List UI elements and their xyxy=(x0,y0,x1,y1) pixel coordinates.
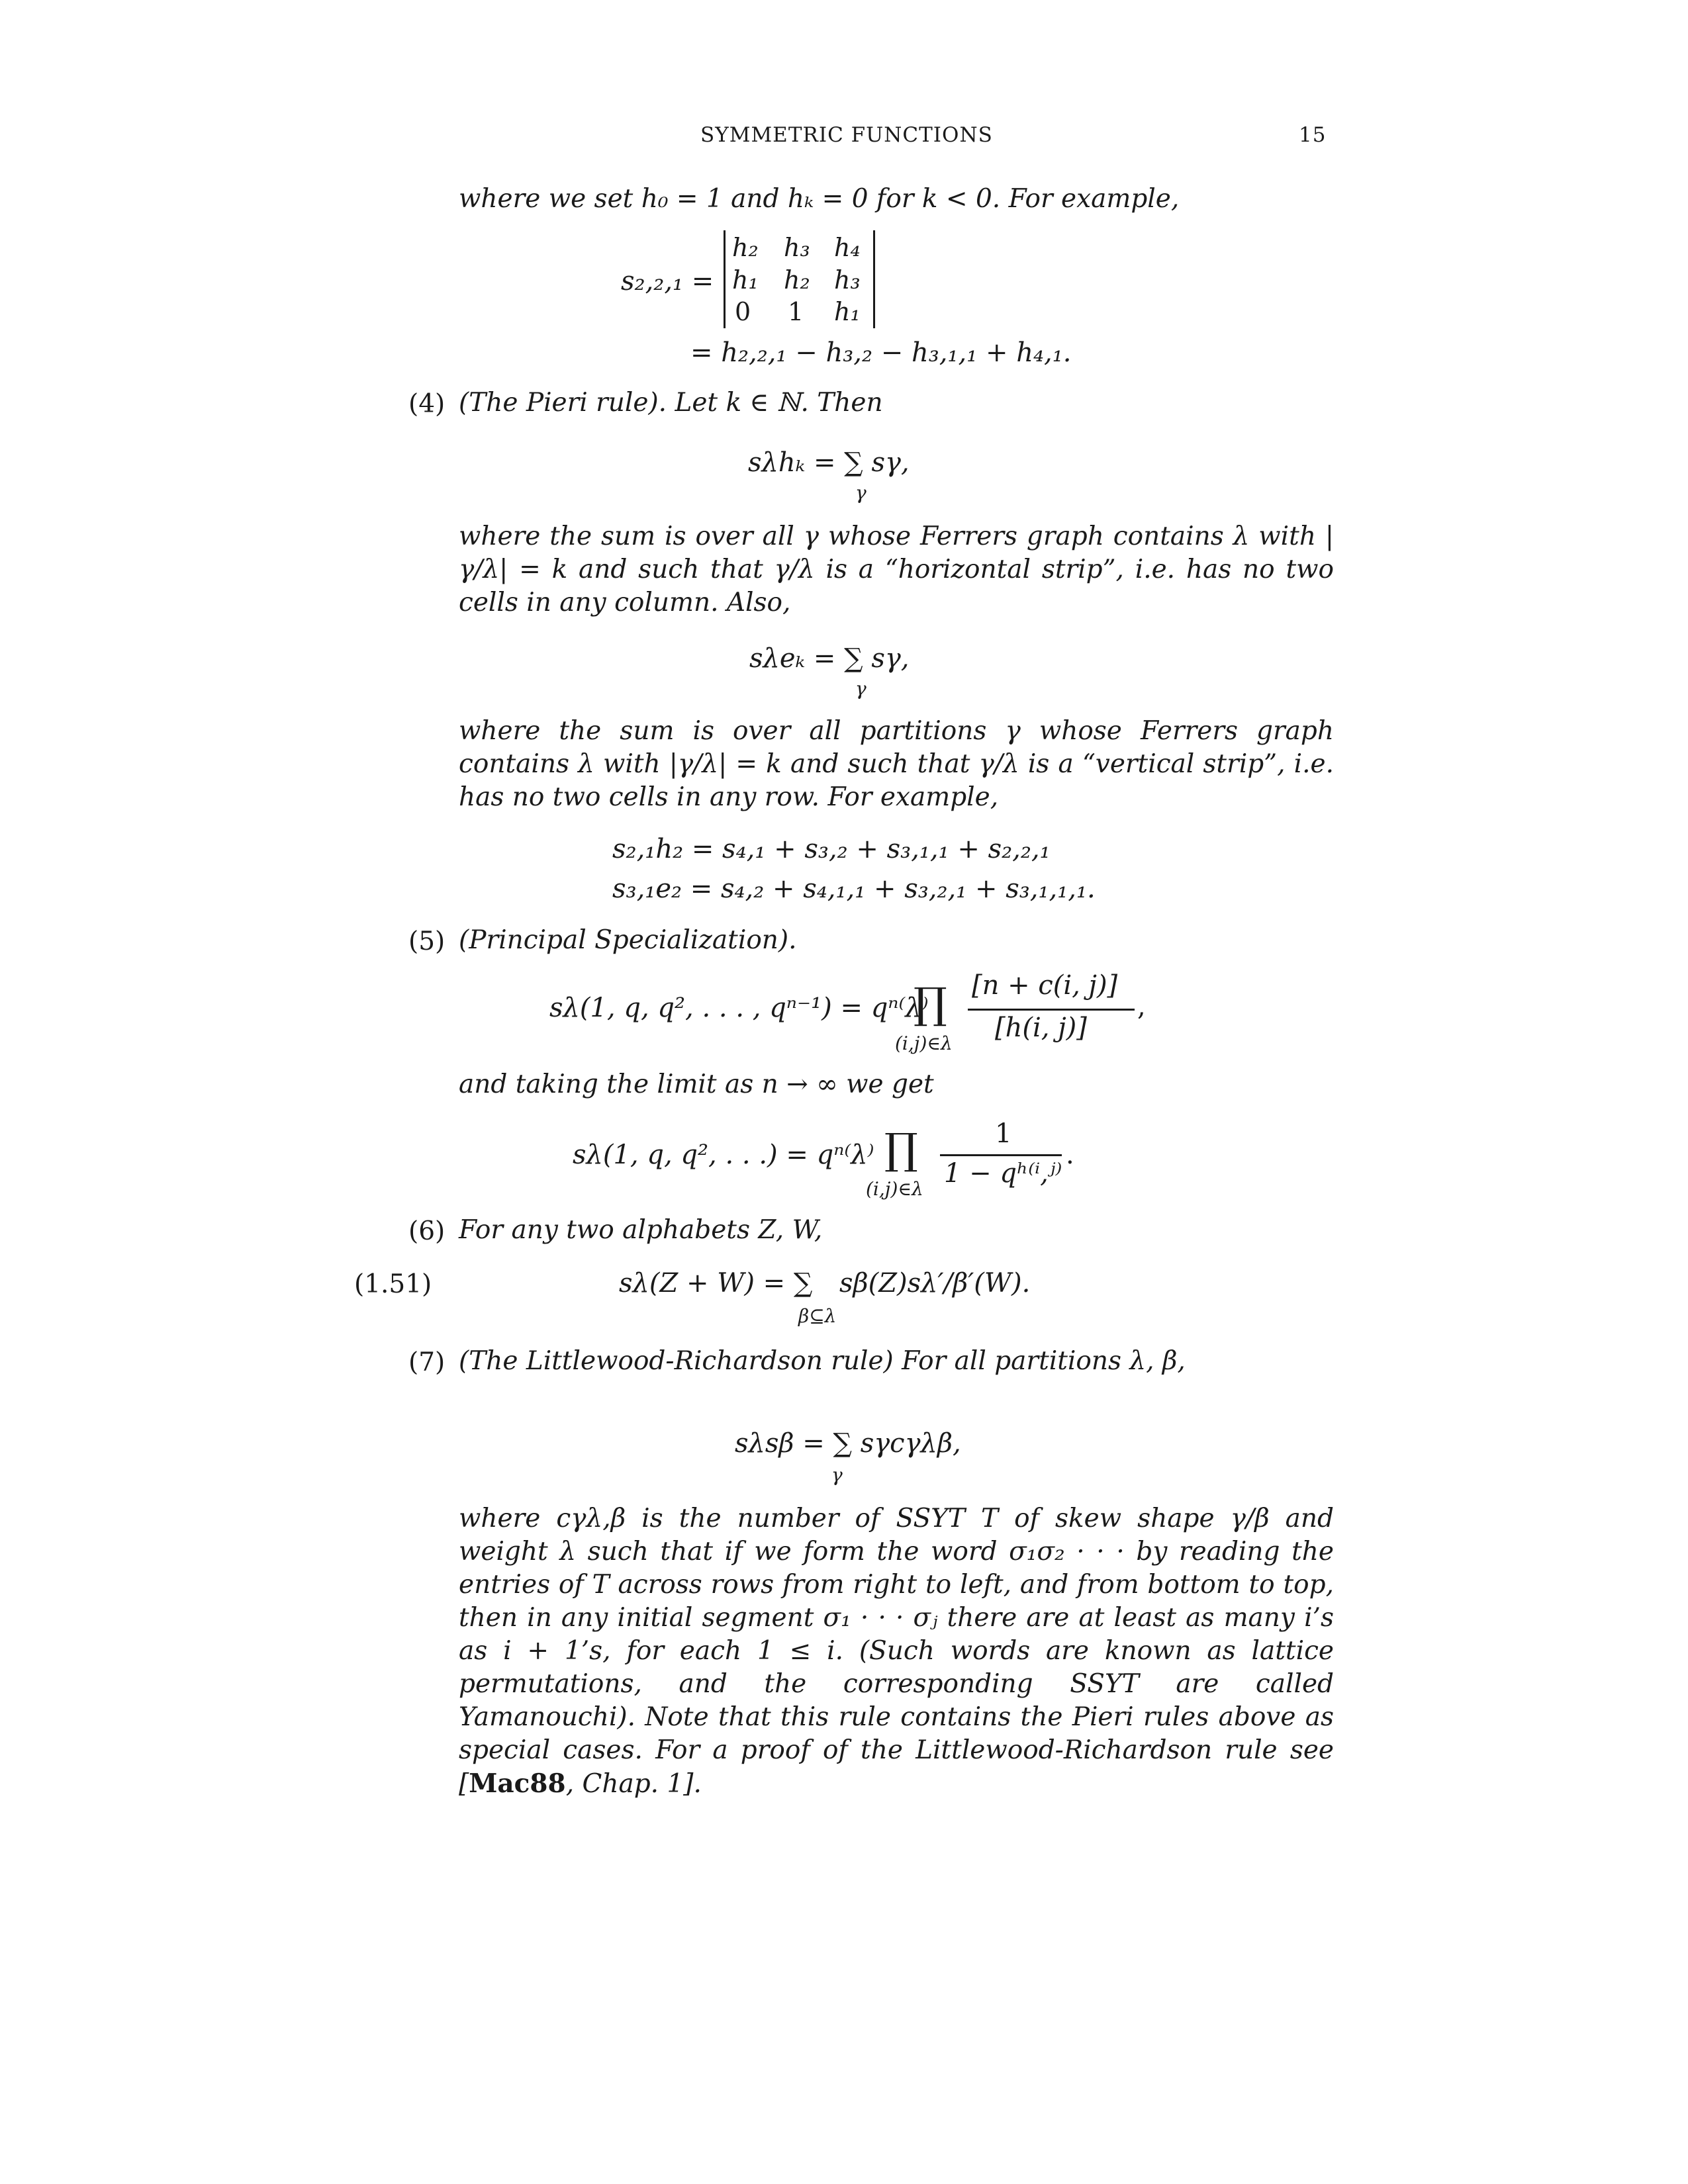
page-number: 15 xyxy=(1299,123,1327,147)
item-title: (The Pieri rule). Let k ∈ ℕ. Then xyxy=(459,388,883,418)
alphabet-lhs: sλ(Z + W) = ∑ xyxy=(619,1268,813,1298)
fraction-denominator: [h(i, j)] xyxy=(995,1013,1087,1043)
product-symbol: ∏ xyxy=(884,1125,918,1174)
item-number: (6) xyxy=(408,1216,445,1246)
item-title: (Principal Specialization). xyxy=(459,925,797,955)
sum-subscript: β⊆λ xyxy=(798,1305,837,1327)
sum-subscript: γ xyxy=(855,678,867,700)
limit-lhs: sλ(1, q, q², . . .) = qⁿ⁽λ⁾ xyxy=(573,1140,874,1170)
punctuation: , xyxy=(1137,991,1146,1022)
item-number: (4) xyxy=(408,389,445,419)
det-cell: h₁ xyxy=(732,265,759,295)
lr-text xyxy=(459,1502,1334,1801)
det-right-bar xyxy=(873,230,875,328)
det-expansion: = h₂,₂,₁ − h₃,₂ − h₃,₁,₁ + h₄,₁. xyxy=(690,338,1072,368)
pieri-e-equation: sλeₖ = ∑ sγ, xyxy=(749,643,910,674)
fraction-numerator: [n + c(i, j)] xyxy=(972,970,1118,1001)
pieri-h-text: where the sum is over all γ whose Ferrers graph contains λ with |γ/λ| = k and such that γ/λ is a “horizontal strip”, i.e. has no two cells in any column. Also, xyxy=(459,522,1334,617)
fraction-denominator: 1 − qʰ⁽ⁱ,ʲ⁾ xyxy=(944,1158,1062,1189)
item-title: For any two alphabets Z, W, xyxy=(459,1215,823,1245)
det-cell: 1 xyxy=(788,297,804,326)
det-lhs: s₂,₂,₁ = xyxy=(621,266,714,296)
item-number: (7) xyxy=(408,1347,445,1377)
fraction-bar xyxy=(940,1154,1062,1156)
sum-subscript: γ xyxy=(831,1464,843,1486)
product-symbol: ∏ xyxy=(914,979,947,1028)
det-left-bar xyxy=(724,230,726,328)
pieri-h-equation: sλhₖ = ∑ sγ, xyxy=(748,447,910,478)
det-cell: 0 xyxy=(735,297,751,326)
pieri-e-text: where the sum is over all partitions γ whose Ferrers graph contains λ with |γ/λ| = k and such that γ/λ is a “vertical strip”, i.e. has no two cells in any row. For example, xyxy=(459,716,1334,812)
fraction-numerator: 1 xyxy=(995,1118,1012,1149)
equation-label: (1.51) xyxy=(354,1269,432,1299)
sum-subscript: γ xyxy=(855,482,867,504)
running-title: SYMMETRIC FUNCTIONS xyxy=(700,123,993,147)
pieri-example-1: s₂,₁h₂ = s₄,₁ + s₃,₂ + s₃,₁,₁ + s₂,₂,₁ xyxy=(612,834,1051,864)
punctuation: . xyxy=(1066,1140,1074,1170)
item-title: (The Littlewood-Richardson rule) For all partitions λ, β, xyxy=(459,1346,1186,1376)
det-cell: h₃ xyxy=(834,265,861,295)
pieri-example-2: s₃,₁e₂ = s₄,₂ + s₄,₁,₁ + s₃,₂,₁ + s₃,₁,₁,₁. xyxy=(612,874,1096,904)
lr-text-pre: where cγλ,β is the number of SSYT T of skew shape γ/β and weight λ such that if we form the word σ₁σ₂ · · · by reading the entries of T across rows from right to left, and from bottom to top, then in any initial segment σ₁ · · · σⱼ there are at least as many i’s as i + 1’s, for each 1 ≤ i. (Such words are known as lattice permutations, and the corresponding SSYT are called Yamanouchi). Note that this rule contains the Pieri rules above as special cases. For a proof of the Littlewood-Richardson rule see [ xyxy=(459,1504,1334,1799)
lr-text-post: , Chap. 1]. xyxy=(565,1769,702,1799)
det-cell: h₃ xyxy=(784,233,810,262)
det-cell: h₂ xyxy=(732,233,759,262)
det-cell: h₁ xyxy=(834,297,861,326)
intro-text: where we set h₀ = 1 and hₖ = 0 for k < 0. For example, xyxy=(459,184,1180,214)
alphabet-rhs: sβ(Z)sλ′/β′(W). xyxy=(839,1268,1031,1298)
limit-text: and taking the limit as n → ∞ we get xyxy=(459,1069,934,1099)
lr-equation: sλsβ = ∑ sγcγλβ, xyxy=(735,1428,961,1459)
fraction-bar xyxy=(968,1009,1135,1011)
det-cell: h₂ xyxy=(784,265,810,295)
product-subscript: (i,j)∈λ xyxy=(866,1178,923,1200)
specialization-lhs: sλ(1, q, q², . . . , qⁿ⁻¹) = qⁿ⁽λ⁾ xyxy=(549,993,929,1023)
product-subscript: (i,j)∈λ xyxy=(895,1032,953,1054)
citation-link[interactable]: Mac88 xyxy=(469,1768,566,1799)
det-cell: h₄ xyxy=(834,233,861,262)
item-number: (5) xyxy=(408,927,445,956)
